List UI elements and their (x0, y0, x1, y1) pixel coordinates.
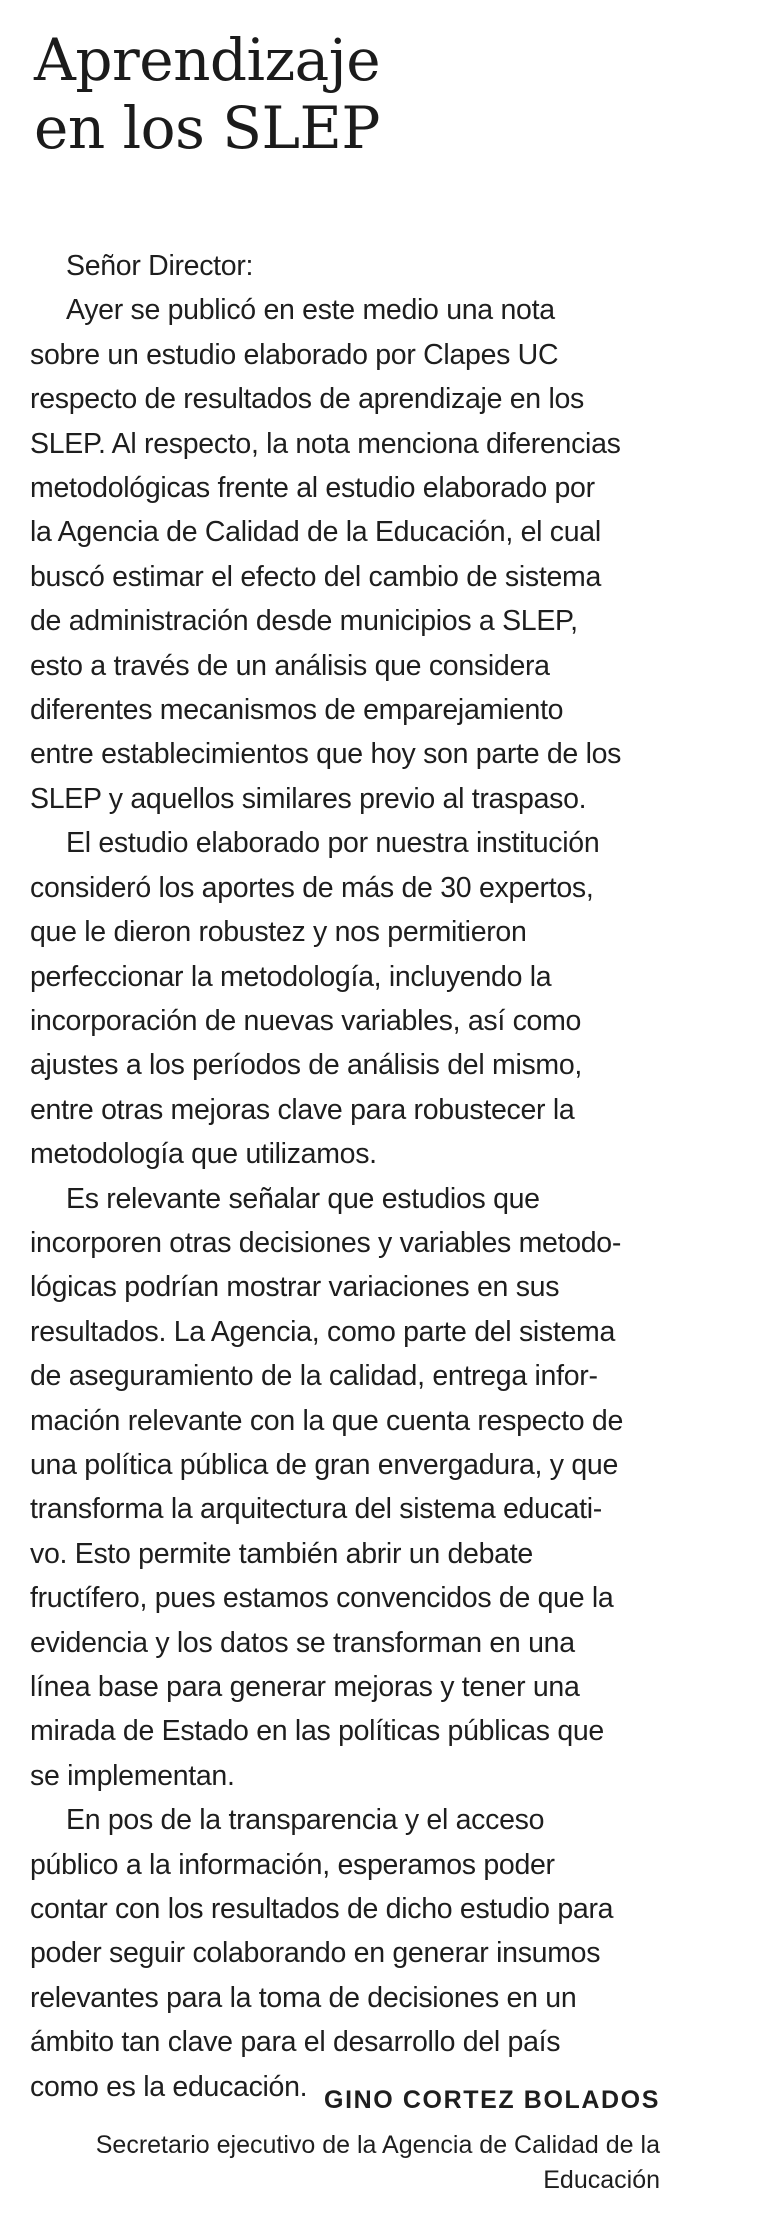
signature-role-line: Educación (543, 2166, 660, 2194)
paragraph-3-line: mirada de Estado en las políticas públicas que (30, 1715, 604, 1748)
paragraph-3-line: Es relevante señalar que estudios que (66, 1182, 540, 1215)
paragraph-1-line: SLEP y aquellos similares previo al traspaso. (30, 782, 587, 815)
paragraph-2-line: incorporación de nuevas variables, así como (30, 1004, 582, 1037)
paragraph-1-line: diferentes mecanismos de emparejamiento (30, 694, 564, 727)
paragraph-3-line: lógicas podrían mostrar variaciones en sus (30, 1271, 560, 1304)
paragraph-1-line: esto a través de un análisis que considera (30, 649, 550, 682)
paragraph-1-line: entre establecimientos que hoy son parte de los (30, 738, 622, 771)
signature-role (20, 2128, 660, 2198)
paragraph-4-line: poder seguir colaborando en generar insumos (30, 1937, 601, 1970)
paragraph-4-line: público a la información, esperamos poder (30, 1848, 555, 1881)
headline-line: en los SLEP (34, 94, 380, 162)
paragraph-2-line: entre otras mejoras clave para robustecer la (30, 1093, 575, 1126)
paragraph-2-line: El estudio elaborado por nuestra institución (66, 827, 600, 860)
paragraph-1-line: de administración desde municipios a SLEP, (30, 605, 578, 638)
signature-role-line: Secretario ejecutivo de la Agencia de Calidad de la (95, 2131, 660, 2159)
headline-line: Aprendizaje (34, 26, 381, 94)
paragraph-3-line: transforma la arquitectura del sistema educati- (30, 1493, 603, 1526)
paragraph-3-line: se implementan. (30, 1759, 235, 1792)
paragraph-1-line: metodológicas frente al estudio elaborado por (30, 472, 595, 505)
paragraph-4-line: ámbito tan clave para el desarrollo del país (30, 2026, 561, 2059)
paragraph-3-line: evidencia y los datos se transforman en una (30, 1626, 575, 1659)
paragraph-2-line: perfeccionar la metodología, incluyendo la (30, 960, 552, 993)
paragraph-1-line: Ayer se publicó en este medio una nota (66, 294, 555, 327)
paragraph-1-line: sobre un estudio elaborado por Clapes UC (30, 338, 559, 371)
paragraph-3-line: mación relevante con la que cuenta respecto de (30, 1404, 624, 1437)
letter-body (30, 244, 668, 2109)
paragraph-4-line: En pos de la transparencia y el acceso (66, 1804, 545, 1837)
paragraph-3-line: resultados. La Agencia, como parte del sistema (30, 1315, 616, 1348)
paragraph-3-line: incorporen otras decisiones y variables metodo- (30, 1226, 622, 1259)
paragraph-3-line: de aseguramiento de la calidad, entrega infor- (30, 1360, 598, 1393)
paragraph-4-line: contar con los resultados de dicho estudio para (30, 1893, 614, 1926)
paragraph-1-line: la Agencia de Calidad de la Educación, el cual (30, 516, 601, 549)
paragraph-3-line: línea base para generar mejoras y tener una (30, 1671, 580, 1703)
paragraph-2-line: metodología que utilizamos. (30, 1138, 377, 1171)
paragraph-3-line: una política pública de gran envergadura, y que (30, 1448, 618, 1481)
paragraph-1-line: SLEP. Al respecto, la nota menciona diferencias (30, 427, 621, 460)
paragraph-2-line: consideró los aportes de más de 30 expertos, (30, 871, 594, 904)
paragraph-1-line: buscó estimar el efecto del cambio de sistema (30, 560, 602, 593)
paragraph-3-line: vo. Esto permite también abrir un debate (30, 1537, 533, 1570)
salutation: Señor Director: (66, 250, 254, 282)
paragraph-2-line: que le dieron robustez y nos permitieron (30, 916, 527, 949)
paragraph-1-line: respecto de resultados de aprendizaje en los (30, 383, 585, 416)
signature-name: GINO CORTEZ BOLADOS (324, 2086, 660, 2114)
paragraph-4-line: como es la educación. (30, 2070, 308, 2103)
paragraph-2-line: ajustes a los períodos de análisis del mismo, (30, 1049, 583, 1082)
headline (34, 26, 734, 162)
paragraph-4-line: relevantes para la toma de decisiones en un (30, 1981, 577, 2014)
paragraph-3-line: fructífero, pues estamos convencidos de que la (30, 1582, 614, 1615)
